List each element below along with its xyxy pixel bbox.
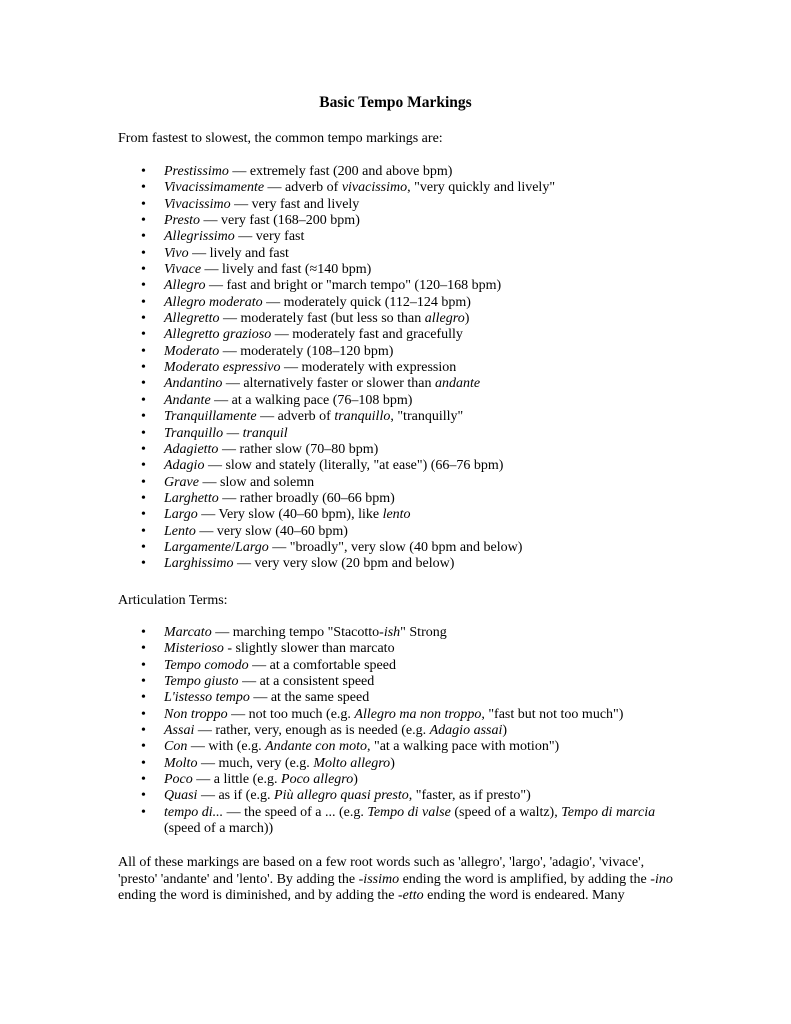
bullet-icon: • [141, 641, 146, 657]
tempo-list-item [0, 491, 791, 507]
italic-term: L'istesso tempo [164, 690, 250, 706]
articulation-list-item [0, 805, 791, 838]
italic-term: Poco allegro [281, 772, 354, 788]
articulation-terms-list [0, 625, 791, 837]
italic-term: Andante con moto [265, 739, 367, 755]
text-run: , "very quickly and lively" [407, 180, 556, 196]
text-run: , "tranquilly" [390, 409, 464, 425]
bullet-icon: • [141, 657, 146, 673]
italic-term: Moderato espressivo [164, 360, 281, 376]
text-run: — very fast (168–200 bpm) [200, 213, 360, 229]
text-run: — very slow (40–60 bpm) [195, 523, 348, 539]
bullet-icon: • [141, 360, 146, 376]
text-run: — lively and fast (≈140 bpm) [201, 262, 372, 278]
italic-term: Più allegro quasi presto [274, 788, 409, 804]
italic-term: Grave [164, 474, 199, 490]
bullet-icon: • [141, 164, 146, 179]
italic-term: Allegrissimo [164, 229, 235, 245]
bullet-icon: • [141, 804, 146, 820]
bullet-icon: • [141, 229, 146, 245]
italic-term: ino [654, 871, 673, 887]
bullet-icon: • [141, 327, 146, 343]
italic-term: Molto [164, 755, 198, 771]
text-run: ending the word is endeared. Many [423, 888, 625, 903]
tempo-list-item [0, 180, 791, 196]
text-run: — a little (e.g. [192, 772, 282, 788]
italic-term: -etto [397, 888, 424, 903]
articulation-list-item [0, 788, 791, 804]
tempo-list-item [0, 197, 791, 213]
text-run: — lively and fast [188, 245, 289, 261]
italic-term: Larghetto [164, 490, 219, 506]
italic-term: Largo [164, 507, 198, 523]
tempo-list-item [0, 442, 791, 458]
tempo-list-item [0, 475, 791, 491]
italic-term: Poco [164, 772, 193, 788]
bullet-icon: • [141, 490, 146, 506]
italic-term: Allegro moderato [164, 294, 263, 310]
text-run: , "at a walking pace with motion") [366, 739, 560, 755]
bullet-icon: • [141, 294, 146, 310]
italic-term: tempo di... [164, 804, 224, 820]
italic-term: Andantino [164, 376, 223, 392]
bullet-icon: • [141, 409, 146, 425]
italic-term: Vivace [164, 262, 202, 278]
italic-term: Non troppo [164, 706, 228, 722]
tempo-list-item [0, 246, 791, 262]
bullet-icon: • [141, 311, 146, 327]
italic-term: lento [382, 507, 411, 523]
text-run: — slow and stately (literally, "at ease") (66–76 bpm) [204, 458, 504, 474]
text-run: — very fast [234, 229, 305, 245]
tempo-list-item [0, 393, 791, 409]
text-run: ) [390, 755, 395, 771]
bullet-icon: • [141, 392, 146, 408]
italic-term: Quasi [164, 788, 198, 804]
bullet-icon: • [141, 674, 146, 690]
text-run: " Strong [400, 625, 447, 640]
italic-term: -issimo [358, 871, 400, 887]
text-run: All of these markings are based on a few root words such as 'allegro', 'largo', 'adagio', 'vivace', 'presto' 'andante' and 'lento'. By adding the [118, 855, 645, 887]
bullet-icon: • [141, 706, 146, 722]
text-run: ) [353, 772, 358, 788]
text-run: — extremely fast (200 and above bpm) [228, 164, 453, 179]
tempo-list-item [0, 556, 791, 572]
italic-term: Moderato [164, 343, 220, 359]
italic-term: Vivo [164, 245, 189, 261]
tempo-list-item [0, 344, 791, 360]
italic-term: tranquillo [334, 409, 391, 425]
text-run: — slow and solemn [199, 474, 315, 490]
italic-term: Misterioso [164, 641, 224, 657]
tempo-list-item [0, 311, 791, 327]
text-run: — as if (e.g. [197, 788, 275, 804]
tempo-list-item [0, 229, 791, 245]
tempo-list-item [0, 295, 791, 311]
italic-term: Larghissimo [164, 556, 234, 572]
text-run: — rather slow (70–80 bpm) [218, 441, 379, 457]
italic-term: Adagio assai [429, 723, 503, 739]
tempo-list-item [0, 360, 791, 376]
italic-term: Tempo di valse [367, 804, 451, 820]
italic-term: Allegretto [164, 311, 220, 327]
bullet-icon: • [141, 245, 146, 261]
tempo-list-item [0, 409, 791, 425]
tempo-list-item [0, 458, 791, 474]
text-run: ) [502, 723, 508, 739]
italic-term: Lento [164, 523, 196, 539]
text-run: — at a walking pace (76–108 bpm) [210, 392, 413, 408]
text-run: (speed of a waltz), [450, 804, 562, 820]
italic-term: Vivacissimo [164, 196, 231, 212]
bullet-icon: • [141, 262, 146, 278]
italic-term: Tranquillo — tranquil [164, 425, 288, 441]
bullet-icon: • [141, 180, 146, 196]
text-run: — rather broadly (60–66 bpm) [218, 490, 395, 506]
articulation-list-item [0, 723, 791, 739]
tempo-list-item [0, 507, 791, 523]
text-run: — not too much (e.g. [227, 706, 355, 722]
articulation-list-item [0, 772, 791, 788]
bullet-icon: • [141, 425, 146, 441]
articulation-list-item [0, 756, 791, 772]
italic-term: Marcato [164, 625, 212, 640]
bullet-icon: • [141, 507, 146, 523]
text-run: — very fast and lively [230, 196, 360, 212]
text-run: — rather, very, enough as is needed (e.g. [194, 723, 430, 739]
text-run: — alternatively faster or slower than [222, 376, 435, 392]
italic-term: Tempo comodo [164, 657, 249, 673]
tempo-list-item [0, 164, 791, 180]
articulation-list-item [0, 690, 791, 706]
italic-term: Adagio [164, 458, 205, 474]
text-run: ending the word is diminished, and by adding the [118, 888, 398, 903]
text-run: — moderately (108–120 bpm) [219, 343, 394, 359]
text-run: ) [464, 311, 470, 327]
italic-term: andante [435, 376, 481, 392]
text-run: — adverb of [264, 180, 342, 196]
tempo-list-item [0, 376, 791, 392]
italic-term: allegro [424, 311, 465, 327]
text-run: — "broadly", very slow (40 bpm and below) [268, 539, 523, 555]
text-run: (speed of a march)) [164, 821, 274, 837]
text-run: — moderately fast and gracefully [271, 327, 463, 343]
italic-term: Assai [164, 723, 195, 739]
italic-term: Allegro [164, 278, 206, 294]
italic-term: ish [383, 625, 401, 640]
italic-term: Tempo giusto [164, 674, 239, 690]
bullet-icon: • [141, 788, 146, 804]
articulation-heading: Articulation Terms: [118, 593, 228, 608]
tempo-list-item [0, 213, 791, 229]
tempo-list-item [0, 327, 791, 343]
text-run: — very very slow (20 bpm and below) [233, 556, 455, 572]
page-title: Basic Tempo Markings [319, 94, 472, 111]
italic-term: vivacissimo [341, 180, 408, 196]
italic-term: Presto [164, 213, 201, 229]
text-run: — Very slow (40–60 bpm), like [197, 507, 383, 523]
articulation-list-item [0, 641, 791, 657]
tempo-list-item [0, 524, 791, 540]
italic-term: Con [164, 739, 188, 755]
text-run: - slightly slower than marcato [223, 641, 395, 657]
text-run: — fast and bright or "march tempo" (120–168 bpm) [205, 278, 502, 294]
tempo-list-item [0, 262, 791, 278]
bullet-icon: • [141, 755, 146, 771]
bullet-icon: • [141, 539, 146, 555]
italic-term: Largamente [164, 539, 232, 555]
text-run: — at a comfortable speed [248, 657, 396, 673]
text-run: / [231, 539, 236, 555]
text-run: — moderately with expression [280, 360, 457, 376]
text-run: — at a consistent speed [238, 674, 375, 690]
italic-term: Molto allegro [313, 755, 391, 771]
bullet-icon: • [141, 474, 146, 490]
italic-term: Allegretto grazioso [164, 327, 272, 343]
text-run: , "fast but not too much") [481, 706, 624, 722]
articulation-list-item [0, 674, 791, 690]
italic-term: Tempo di marcia [561, 804, 656, 820]
articulation-list-item [0, 625, 791, 641]
tempo-markings-list [0, 164, 791, 573]
bullet-icon: • [141, 441, 146, 457]
bullet-icon: • [141, 458, 146, 474]
text-run: — adverb of [256, 409, 335, 425]
text-run: — marching tempo "Stacotto- [211, 625, 384, 640]
bullet-icon: • [141, 343, 146, 359]
bullet-icon: • [141, 213, 146, 229]
text-run: — moderately fast (but less so than [219, 311, 425, 327]
italic-term: Allegro ma non troppo [354, 706, 482, 722]
text-run: — much, very (e.g. [197, 755, 314, 771]
bullet-icon: • [141, 739, 146, 755]
articulation-list-item [0, 739, 791, 755]
bullet-icon: • [141, 278, 146, 294]
bullet-icon: • [141, 690, 146, 706]
text-run: — moderately quick (112–124 bpm) [262, 294, 471, 310]
text-run: ending the word is amplified, by adding the - [399, 871, 655, 887]
text-run: , "faster, as if presto") [408, 788, 531, 804]
text-run: — with (e.g. [187, 739, 266, 755]
tempo-list-item [0, 426, 791, 442]
articulation-list-item [0, 658, 791, 674]
bullet-icon: • [141, 556, 146, 572]
intro-text: From fastest to slowest, the common tempo markings are: [118, 131, 443, 146]
italic-term: Prestissimo [164, 164, 229, 179]
italic-term: Vivacissimamente [164, 180, 265, 196]
bullet-icon: • [141, 523, 146, 539]
bullet-icon: • [141, 625, 146, 640]
tempo-list-item [0, 540, 791, 556]
italic-term: Tranquillamente [164, 409, 257, 425]
italic-term: Largo [235, 539, 269, 555]
text-run: — the speed of a ... (e.g. [223, 804, 368, 820]
articulation-list-item [0, 707, 791, 723]
tempo-list-item [0, 278, 791, 294]
bullet-icon: • [141, 376, 146, 392]
bullet-icon: • [141, 772, 146, 788]
bullet-icon: • [141, 723, 146, 739]
text-run: — at the same speed [249, 690, 370, 706]
italic-term: Andante [164, 392, 211, 408]
closing-paragraph [118, 855, 678, 905]
bullet-icon: • [141, 196, 146, 212]
italic-term: Adagietto [164, 441, 219, 457]
